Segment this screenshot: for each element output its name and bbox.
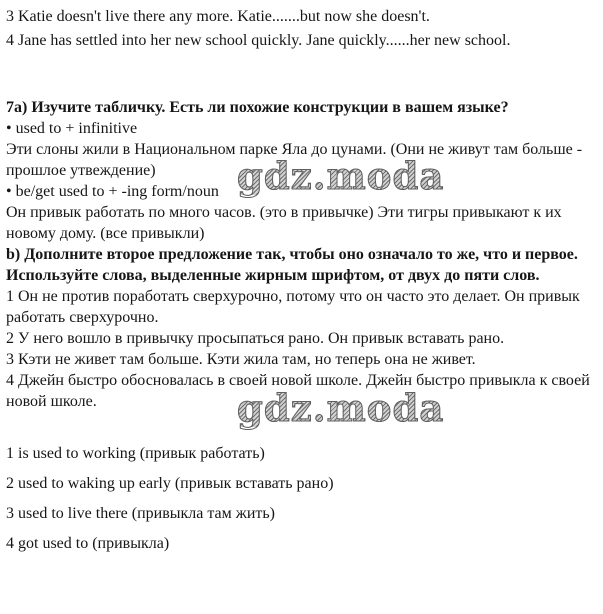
answer-line-4: 4 got used to (привыкла) <box>6 535 170 552</box>
task-item-4: 4 Джейн быстро обосновалась в своей новой школе. Джейн быстро привыкла к своей новой школе. <box>6 372 590 410</box>
paragraph-tigers: Он привык работать по много часов. (это в привычке) Эти тигры привыкают к их новому дому. (все привыкли) <box>6 204 562 242</box>
bullet-be-get-used-to: • be/get used to + -ing form/noun <box>6 183 219 200</box>
task-item-1: 1 Он не против поработать сверхурочно, потому что он часто это делает. Он привык работать сверхурочно. <box>6 288 580 326</box>
answer-line-3: 3 used to live there (привыкла там жить) <box>6 505 276 522</box>
section-b-heading: b) Дополните второе предложение так, чтобы оно означало то же, что и первое. Используйте слова, выделенные жирным шрифтом, от двух до пяти слов. <box>6 246 578 284</box>
task-body <box>6 97 599 412</box>
task-item-2: 2 У него вошло в привычку просыпаться рано. Он привык вставать рано. <box>6 330 505 347</box>
exercise-fill-block <box>6 5 599 53</box>
task-item-3: 3 Кэти не живет там больше. Кэти жила там, но теперь она не живет. <box>6 351 476 368</box>
bullet-used-to-infinitive: • used to + infinitive <box>6 120 138 137</box>
paragraph-elephants: Эти слоны жили в Национальном парке Яла до цунами. (Они не живут там больше - прошлое утвеждение) <box>6 141 583 179</box>
exercise-line-3: 3 Katie doesn't live there any more. Katie.......but now she doesn't. <box>6 8 430 25</box>
answer-line-1: 1 is used to working (привык работать) <box>6 445 265 462</box>
exercise-line-4: 4 Jane has settled into her new school quickly. Jane quickly......her new school. <box>6 32 511 49</box>
answers-block <box>6 439 599 559</box>
section-7a-heading: 7а) Изучите табличку. Есть ли похожие конструкции в вашем языке? <box>6 99 509 116</box>
answer-line-2: 2 used to waking up early (привык вставать рано) <box>6 475 334 492</box>
gdz-moda-watermark: gdz.moda <box>237 154 445 198</box>
gdz-moda-watermark: gdz.moda <box>237 386 445 430</box>
